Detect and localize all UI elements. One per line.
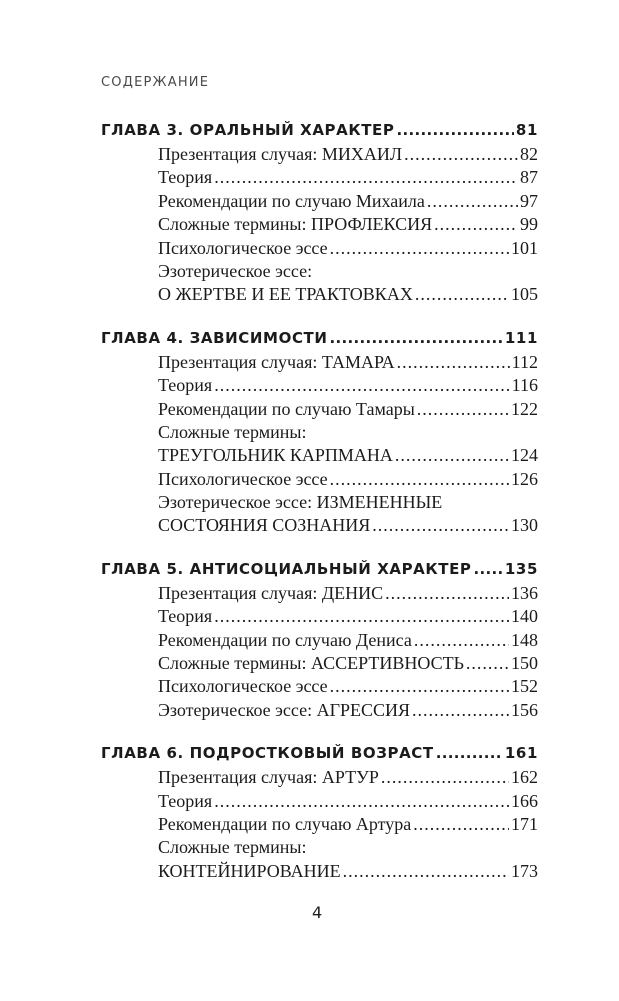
entry-title: Теория	[158, 790, 213, 811]
toc-entry[interactable]	[101, 398, 538, 421]
entry-page-number: 124	[511, 445, 538, 466]
dot-leader	[381, 766, 509, 789]
dot-leader	[404, 143, 518, 166]
entry-title: СОСТОЯНИЯ СОЗНАНИЯ	[158, 515, 371, 536]
entry-title: Сложные термины: АССЕРТИВНОСТЬ	[158, 653, 464, 674]
entry-page-number: 126	[511, 468, 538, 489]
toc-entry[interactable]	[101, 766, 538, 789]
entry-title: Теория	[158, 606, 213, 627]
entry-title-prefix: Сложные термины:	[158, 837, 307, 858]
dot-leader	[214, 374, 509, 397]
entry-page-number: 166	[511, 790, 538, 811]
toc-entry[interactable]	[101, 190, 538, 213]
dot-leader	[330, 675, 509, 698]
chapter-title: ГЛАВА 4. ЗАВИСИМОСТИ	[101, 328, 328, 347]
entry-title: Презентация случая: АРТУР	[158, 767, 379, 788]
dot-leader	[330, 325, 503, 351]
chapter-page-number: 111	[504, 328, 538, 347]
entry-page-number: 148	[511, 629, 538, 650]
entry-page-number: 82	[520, 144, 538, 164]
toc-entry[interactable]	[101, 166, 538, 189]
entry-title: Рекомендации по случаю Тамары	[158, 398, 415, 419]
dot-leader	[343, 860, 509, 883]
entry-page-number: 156	[511, 699, 538, 720]
entry-page-number: 99	[520, 214, 538, 235]
entry-title: Рекомендации по случаю Артура	[158, 813, 412, 834]
dot-leader	[427, 190, 518, 213]
chapter-page-number: 81	[515, 121, 538, 139]
toc-entry[interactable]	[101, 790, 538, 813]
toc-entry[interactable]	[101, 605, 538, 628]
entry-page-number: 130	[511, 515, 538, 536]
entry-title: Теория	[158, 375, 213, 396]
chapter-title: ГЛАВА 5. АНТИСОЦИАЛЬНЫЙ ХАРАКТЕР	[101, 559, 472, 578]
entry-title: Эзотерическое эссе: АГРЕССИЯ	[158, 699, 410, 720]
entry-page-number: 97	[520, 190, 538, 211]
toc-entry[interactable]	[101, 213, 538, 236]
entry-title-line	[101, 491, 538, 514]
chapter-block	[101, 325, 538, 538]
toc-entry[interactable]	[101, 283, 538, 306]
entry-page-number: 101	[511, 237, 538, 258]
toc-entry[interactable]	[101, 860, 538, 883]
chapter-heading[interactable]	[101, 325, 538, 351]
table-of-contents	[101, 117, 538, 901]
entry-title-line	[101, 836, 538, 859]
entry-title: Рекомендации по случаю Михаила	[158, 190, 425, 211]
dot-leader	[330, 468, 509, 491]
entry-page-number: 116	[511, 375, 538, 396]
chapter-heading[interactable]	[101, 556, 538, 582]
entry-title-prefix: Эзотерическое эссе:	[158, 260, 313, 281]
chapter-heading[interactable]	[101, 117, 538, 143]
toc-entry[interactable]	[101, 699, 538, 722]
entry-title-line	[101, 260, 538, 283]
entry-page-number: 112	[511, 351, 538, 372]
entry-title: Теория	[158, 167, 213, 188]
toc-entry[interactable]	[101, 629, 538, 652]
entry-page-number: 122	[511, 398, 538, 419]
entry-title: Психологическое эссе	[158, 237, 328, 258]
dot-leader	[415, 283, 509, 306]
entry-title-prefix: Эзотерическое эссе: ИЗМЕНЕННЫЕ	[158, 492, 443, 513]
dot-leader	[417, 398, 509, 421]
entry-title: Сложные термины: ПРОФЛЕКСИЯ	[158, 214, 433, 235]
toc-entry[interactable]	[101, 675, 538, 698]
entry-title: Психологическое эссе	[158, 468, 328, 489]
dot-leader	[436, 740, 503, 766]
entry-title: Презентация случая: ДЕНИС	[158, 582, 384, 603]
entry-page-number: 140	[511, 606, 538, 627]
chapter-block	[101, 556, 538, 722]
entry-page-number: 173	[511, 860, 538, 881]
entry-page-number: 105	[511, 284, 538, 305]
entry-page-number: 171	[511, 813, 538, 834]
chapter-title: ГЛАВА 6. ПОДРОСТКОВЫЙ ВОЗРАСТ	[101, 744, 434, 763]
entry-title: ТРЕУГОЛЬНИК КАРПМАНА	[158, 445, 393, 466]
toc-entry[interactable]	[101, 468, 538, 491]
toc-entry[interactable]	[101, 514, 538, 537]
toc-entry[interactable]	[101, 143, 538, 166]
dot-leader	[396, 117, 513, 143]
entry-title: Презентация случая: ТАМАРА	[158, 351, 395, 372]
entry-title: Презентация случая: МИХАИЛ	[158, 144, 403, 164]
dot-leader	[214, 790, 509, 813]
entry-page-number: 150	[511, 653, 538, 674]
toc-entry[interactable]	[101, 351, 538, 374]
toc-entry[interactable]	[101, 374, 538, 397]
dot-leader	[474, 556, 503, 582]
dot-leader	[434, 213, 518, 236]
dot-leader	[372, 514, 509, 537]
entry-title-prefix: Сложные термины:	[158, 421, 307, 442]
entry-page-number: 87	[520, 167, 538, 188]
entry-title: Психологическое эссе	[158, 676, 328, 697]
entry-title: О ЖЕРТВЕ И ЕЕ ТРАКТОВКАХ	[158, 284, 413, 305]
entry-title: КОНТЕЙНИРОВАНИЕ	[158, 860, 341, 881]
page-number: 4	[312, 903, 323, 922]
entry-title-line	[101, 421, 538, 444]
toc-entry[interactable]	[101, 444, 538, 467]
entry-page-number: 136	[511, 582, 538, 603]
dot-leader	[412, 699, 509, 722]
dot-leader	[414, 629, 509, 652]
entry-title: Рекомендации по случаю Дениса	[158, 629, 412, 650]
toc-entry[interactable]	[101, 237, 538, 260]
entry-page-number: 162	[511, 767, 538, 788]
dot-leader	[385, 582, 509, 605]
dot-leader	[397, 351, 510, 374]
running-head-title: СОДЕРЖАНИЕ	[101, 75, 210, 90]
chapter-block	[101, 740, 538, 883]
chapter-heading[interactable]	[101, 740, 538, 766]
dot-leader	[466, 652, 509, 675]
chapter-block	[101, 117, 538, 307]
dot-leader	[214, 166, 518, 189]
toc-entry[interactable]	[101, 652, 538, 675]
dot-leader	[413, 813, 509, 836]
chapter-page-number: 135	[504, 559, 538, 578]
toc-entry[interactable]	[101, 582, 538, 605]
chapter-page-number: 161	[504, 744, 538, 763]
dot-leader	[395, 444, 509, 467]
dot-leader	[330, 237, 509, 260]
chapter-title: ГЛАВА 3. ОРАЛЬНЫЙ ХАРАКТЕР	[101, 121, 395, 139]
toc-entry[interactable]	[101, 813, 538, 836]
dot-leader	[214, 605, 509, 628]
entry-page-number: 152	[511, 676, 538, 697]
